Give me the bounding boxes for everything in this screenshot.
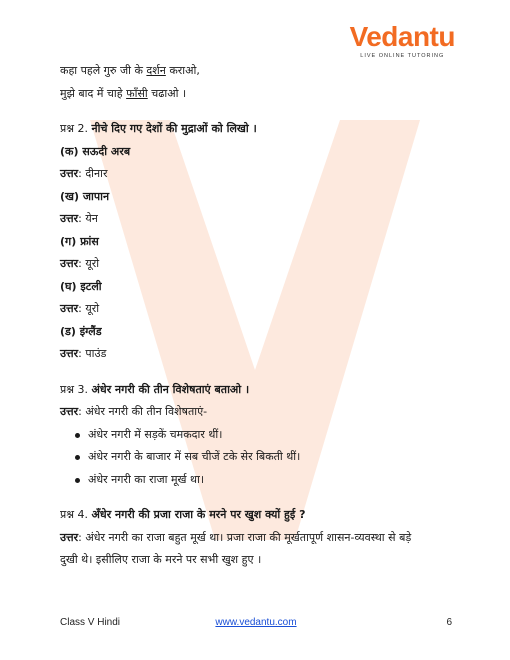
question-text: नीचे दिए गए देशों की मुद्राओं को लिखो । — [91, 122, 257, 135]
q2-item-label: (घ) इटली — [60, 279, 102, 293]
q2-item-answer: उत्तर: पाउंड — [60, 347, 107, 360]
question-number: प्रश्न 3. — [60, 382, 92, 396]
q2-item-answer: उत्तर: यूरो — [60, 302, 100, 315]
q4-answer-line-2: दुखी थे। इसीलिए राजा के मरने पर सभी खुश हुए । — [60, 553, 262, 566]
footer-page-number: 6 — [446, 617, 452, 628]
vedantu-logo[interactable] — [350, 22, 455, 59]
q2-item-label: (क) सऊदी अरब — [60, 144, 131, 158]
q4-answer-line-1: उत्तर: अंधेर नगरी का राजा बहुत मूर्ख था। प्रजा राजा की मूर्खतापूर्ण शासन-व्यवस्था से बड़े — [60, 530, 412, 544]
q2-item-label: (ख) जापान — [60, 189, 110, 203]
q2-item-label: (ड) इंग्लैंड — [60, 324, 102, 338]
bullet-icon — [75, 455, 80, 460]
underlined-word: फाँसी — [126, 86, 148, 100]
list-item: अंधेर नगरी के बाजार में सब चीजें टके सेर बिकती थीं। — [60, 446, 470, 469]
page-footer — [60, 617, 452, 633]
q3-bullet-list — [60, 424, 470, 492]
question-2-heading — [60, 118, 470, 141]
q2-item-answer: उत्तर: येन — [60, 212, 98, 225]
question-text: अंधेर नगरी की तीन विशेषताएं बताओ । — [91, 382, 250, 396]
bullet-icon — [75, 478, 80, 483]
poem-line-1: कहा पहले गुरु जी के दर्शन कराओ, — [60, 64, 200, 77]
question-number: प्रश्न 4. — [60, 508, 92, 521]
logo-tagline: LIVE ONLINE TUTORING — [360, 53, 445, 59]
logo-wordmark: Vedantu — [349, 21, 455, 52]
q2-item-answer: उत्तर: दीनार — [60, 167, 108, 180]
question-number: प्रश्न 2. — [60, 122, 92, 135]
footer-website-link[interactable]: www.vedantu.com — [215, 617, 297, 628]
q2-item-label: (ग) फ्रांस — [60, 234, 99, 248]
bullet-icon — [75, 433, 80, 438]
underlined-word: दर्शन — [146, 64, 166, 77]
poem-line-2: मुझे बाद में चाहे फाँसी चढाओ । — [60, 86, 187, 100]
question-text: अँधेर नगरी की प्रजा राजा के मरने पर खुश क्यों हुई ? — [91, 508, 306, 521]
question-3-heading — [60, 379, 470, 402]
question-4-heading — [60, 504, 470, 527]
list-item: अंधेर नगरी का राजा मूर्ख था। — [60, 469, 470, 492]
q3-answer: उत्तर: अंधेर नगरी की तीन विशेषताएं- — [60, 405, 208, 418]
q2-item-answer: उत्तर: यूरो — [60, 257, 100, 270]
list-item: अंधेर नगरी में सड़कें चमकदार थीं। — [60, 424, 470, 447]
footer-class-label: Class V Hindi — [60, 617, 121, 628]
page-content — [60, 60, 470, 572]
